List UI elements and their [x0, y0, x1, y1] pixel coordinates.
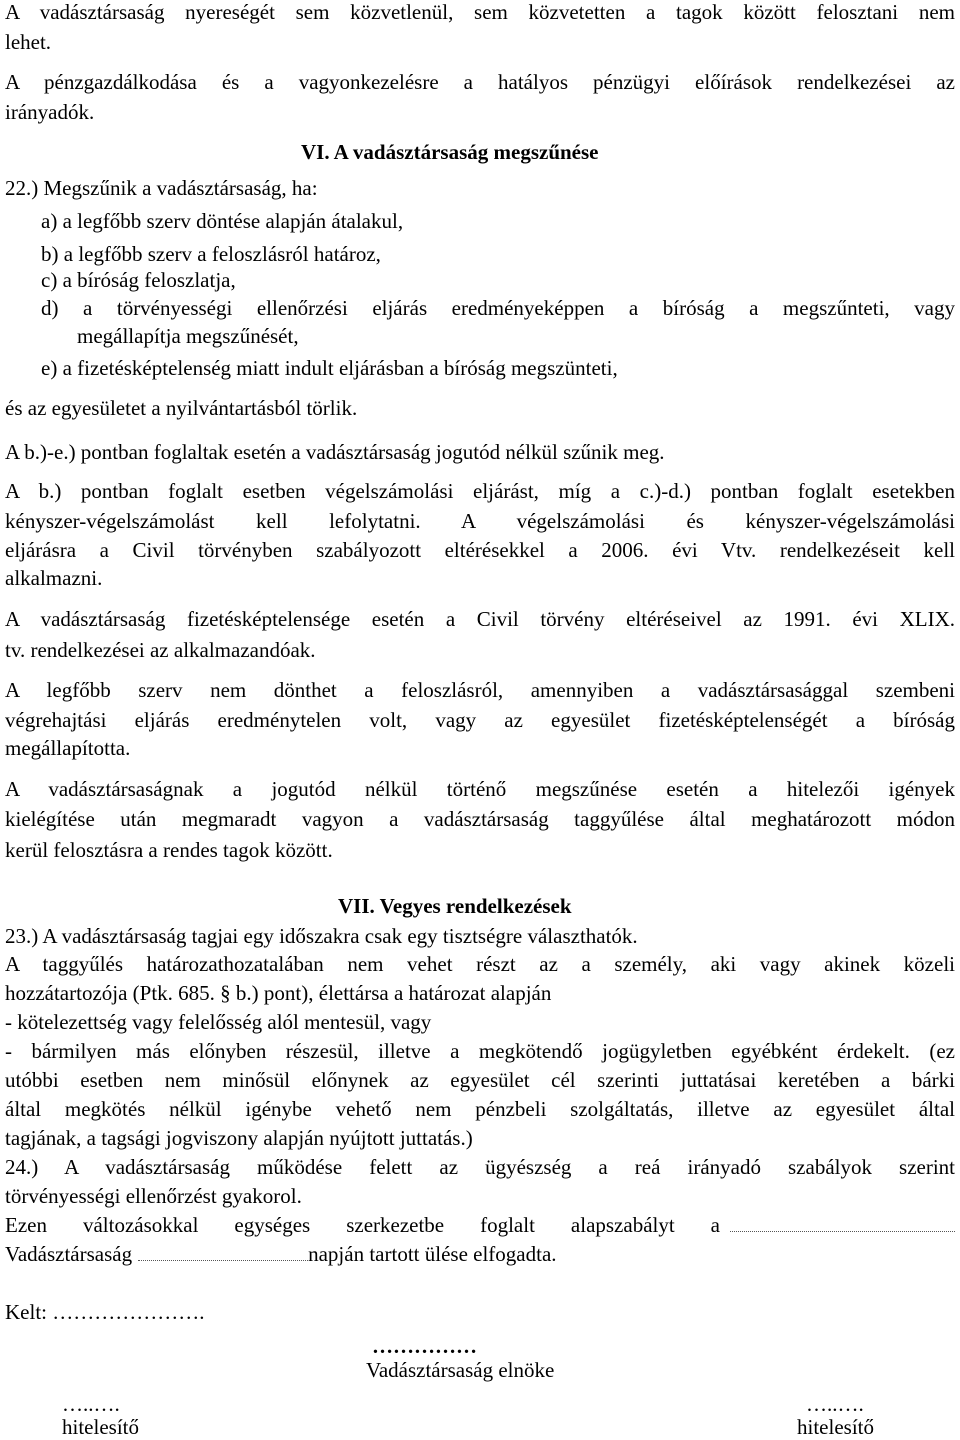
blank-date: [138, 1244, 308, 1261]
witness-1-caption: hitelesítő: [62, 1415, 139, 1439]
text-line: kényszer-végelszámolást kell lefolytatni. A végelszámolási és kényszer-végelszámolási: [5, 509, 955, 533]
text-line: A b.) pontban foglalt esetben végelszámolási eljárást, míg a c.)-d.) pontban foglalt esetekben: [5, 479, 955, 503]
section-heading-vii: VII. Vegyes rendelkezések: [338, 894, 572, 918]
witness-1-dots: …..….: [62, 1392, 120, 1416]
text-line: törvényességi ellenőrzést gyakorol.: [5, 1184, 302, 1208]
text-line: végrehajtási eljárás eredménytelen volt, vagy az egyesület fizetésképtelenségét a bíróság: [5, 708, 955, 732]
adoption-line-2: [5, 1242, 557, 1266]
text-line: 23.) A vadásztársaság tagjai egy időszakra csak egy tisztségre választhatók.: [5, 924, 638, 948]
witness-2-dots: …..….: [806, 1392, 864, 1416]
list-item: c) a bíróság feloszlatja,: [41, 268, 236, 292]
association-word: Vadásztársaság: [5, 1242, 133, 1266]
text-line: hozzátartozója (Ptk. 685. § b.) pont), élettársa a határozat alapján: [5, 981, 552, 1005]
text-line: - bármilyen más előnyben részesül, illetve a megkötendő jogügyletben egyébként érdekelt. (ez: [5, 1039, 955, 1063]
text-line: A legfőbb szerv nem dönthet a feloszlásról, amennyiben a vadásztársasággal szembeni: [5, 678, 955, 702]
text-line: és az egyesületet a nyilvántartásból törlik.: [5, 396, 358, 420]
date-place-line: Kelt: ………………….: [5, 1300, 205, 1324]
adoption-suffix: napján tartott ülése elfogadta.: [308, 1242, 557, 1266]
witness-2-caption: hitelesítő: [797, 1415, 874, 1439]
president-signature-dots: ……………: [372, 1334, 477, 1358]
adoption-line: [5, 1213, 955, 1237]
text-line: kerül felosztásra a rendes tagok között.: [5, 838, 333, 862]
president-signature-caption: Vadásztársaság elnöke: [366, 1358, 555, 1382]
text-line: - kötelezettség vagy felelősség alól mentesül, vagy: [5, 1010, 432, 1034]
text-line: alkalmazni.: [5, 566, 103, 590]
text-line: irányadók.: [5, 100, 95, 124]
adoption-text: Ezen változásokkal egységes szerkezetbe foglalt alapszabályt a: [5, 1213, 720, 1237]
text-line: A taggyűlés határozathozatalában nem vehet részt az a személy, aki vagy akinek közeli: [5, 952, 955, 976]
text-line: tv. rendelkezései az alkalmazandóak.: [5, 638, 316, 662]
list-item-continuation: megállapítja megszűnését,: [77, 324, 299, 348]
list-item: d) a törvényességi ellenőrzési eljárás eredményeképpen a bíróság a megszűnteti, vagy: [41, 296, 955, 320]
text-line: tagjának, a tagsági jogviszony alapján nyújtott juttatás.): [5, 1126, 473, 1150]
text-line: 24.) A vadásztársaság működése felett az ügyészség a reá irányadó szabályok szerint: [5, 1155, 955, 1179]
text-line: A b.)-e.) pontban foglaltak esetén a vadásztársaság jogutód nélkül szűnik meg.: [5, 440, 665, 464]
text-line: 22.) Megszűnik a vadásztársaság, ha:: [5, 176, 318, 200]
text-line: lehet.: [5, 30, 52, 54]
text-line: A vadásztársaság nyereségét sem közvetlenül, sem közvetetten a tagok között felosztani nem: [5, 0, 955, 24]
text-line: A vadásztársaság fizetésképtelensége esetén a Civil törvény eltéréseivel az 1991. évi XLIX.: [5, 607, 955, 631]
blank-association-name: [730, 1215, 955, 1232]
text-line: A vadásztársaságnak a jogutód nélkül történő megszűnése esetén a hitelezői igények: [5, 777, 955, 801]
text-line: kielégítése után megmaradt vagyon a vadásztársaság taggyűlése által meghatározott módon: [5, 807, 955, 831]
list-item: b) a legfőbb szerv a feloszlásról határoz,: [41, 242, 381, 266]
list-item: e) a fizetésképtelenség miatt indult eljárásban a bíróság megszünteti,: [41, 356, 618, 380]
text-line: megállapította.: [5, 736, 131, 760]
text-line: A pénzgazdálkodása és a vagyonkezelésre a hatályos pénzügyi előírások rendelkezései az: [5, 70, 955, 94]
text-line: utóbbi esetben nem minősül előnynek az egyesület cél szerinti juttatásai keretében a bárki: [5, 1068, 955, 1092]
text-line: által megkötés nélkül igénybe vehető nem pénzbeli szolgáltatás, illetve az egyesület által: [5, 1097, 955, 1121]
text-line: eljárásra a Civil törvényben szabályozott eltérésekkel a 2006. évi Vtv. rendelkezéseit kell: [5, 538, 955, 562]
section-heading-vi: VI. A vadásztársaság megszűnése: [301, 140, 599, 164]
list-item: a) a legfőbb szerv döntése alapján átalakul,: [41, 209, 404, 233]
